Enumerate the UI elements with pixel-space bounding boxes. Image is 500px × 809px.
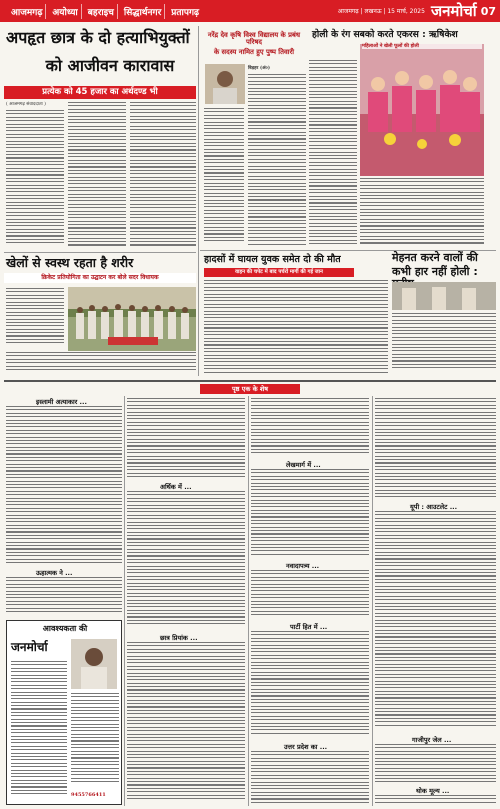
ad-body-right [71,693,119,789]
col1-title2: ऊहात्मक ने ... [36,569,73,577]
lead-headline-1: अपहृत छात्र के दो हत्याभियुक्तों [6,28,190,47]
col4-body-top [375,398,496,500]
col2-body2 [127,642,245,806]
col1-body [6,406,122,566]
column-rule [124,396,125,806]
edition-4[interactable]: सिद्धार्थनगर [121,4,165,19]
col3-body4 [251,751,369,806]
vc-headline-1: नरेंद्र देव कृषि विश्व विद्यालय के प्रबंध परिषद [207,31,301,47]
lead-deck: प्रत्येक को 45 हजार का अर्थदण्ड भी [4,86,196,99]
edition-5[interactable]: प्रतापगढ़ [171,7,200,18]
issue-date: आजमगढ़ | लखनऊ | 15 मार्च, 2025 [337,8,425,15]
continuation-band: पृष्ठ एक के शेष [200,384,300,394]
ad-man-photo [71,639,117,689]
col4-body3 [375,795,496,807]
ad-body [11,661,67,801]
col3-title2: नवादापत्र्य ... [286,562,320,570]
newspaper-brand: जनमोर्चा [430,2,477,20]
city-editions [0,4,202,19]
divider [4,252,196,253]
holi-actor-headline: होली के रंग सबको करते एकरस : ऋषिकेश [312,29,458,40]
edition-1[interactable]: आजमगढ़ [8,4,46,19]
col4-body [375,511,496,733]
column-rule [372,396,373,806]
subscription-ad[interactable] [6,620,122,805]
edition-2[interactable]: अयोध्या [49,4,81,19]
vc-body-col1 [248,74,306,249]
sports-subline: क्रिकेट प्रतियोगिता का उद्घाटन कर बोले सदर विधायक [4,273,196,283]
col3-body-top [251,398,369,458]
col3-title4: उत्तर प्रदेश का ... [284,743,328,751]
sports-body [6,288,64,348]
accident-deck: वाहन की चपेट में बाद पर्चरों मार्गी की गई जान [204,268,354,277]
holi-body-right [360,178,484,248]
lead-body-col3 [130,102,196,250]
sports-headline: खेलों से स्वस्थ रहता है शरीर [6,255,134,270]
col4-body2 [375,744,496,784]
col3-body3 [251,631,369,739]
col2-title2: छात्र प्रियांक ... [160,634,198,642]
column-rule [248,396,249,806]
holi-women-caption: महिलाओं ने खेली फूलों की होली [362,44,482,49]
col3-title: लेखमार्ग में ... [286,461,321,469]
holi-mahesh-photo [392,282,496,310]
holi-mahesh-headline-1: मेहनत करने वालों की [392,251,478,264]
ad-brand: जनमोर्चा [11,640,48,654]
holi-mahesh-body [392,313,496,375]
col2-title: अर्थिक में ... [160,483,192,491]
edition-3[interactable]: बहराइच [85,4,118,19]
col4-title3: थोक मूल्य ... [416,787,450,795]
col3-title3: पार्टी हित में ... [290,623,328,631]
vc-headline-2: के सदस्य नामित हुए पुष्प तिवारी [213,48,295,56]
lead-headline-2: को आजीवन कारावास [45,56,175,75]
accident-headline: हादसों में घायल युवक समेत दो की मौत [204,254,341,265]
divider [4,380,496,382]
lead-body-col2 [68,102,126,250]
vc-body-col0 [204,108,244,248]
holi-women-photo [360,44,484,176]
accident-body [204,280,388,378]
col3-body [251,469,369,559]
col4-title2: गाजीपुर जेल ... [412,736,452,744]
col1-title: इस्लामी अत्याकार ... [36,398,87,406]
ad-phone[interactable]: 9455766411 [71,792,106,798]
sports-body-lower [6,352,196,374]
lead-body-col1 [6,110,64,250]
vc-dateline: बिड़हर (अं०) [248,66,270,71]
col2-body-top [127,398,245,480]
ad-heading: आवश्यकता की [42,624,88,633]
page-number: 07 [480,4,496,18]
cricket-photo [68,287,196,351]
col4-title: यूपी : आउटलेट ... [410,503,458,511]
col1-body2 [6,577,122,617]
vc-body-col2 [309,60,357,248]
col3-body2 [251,570,369,620]
masthead [0,0,500,22]
col2-body [127,491,245,631]
lead-dateline: ( आजमगढ़ संवाददाता ) [6,102,46,107]
holi-mahesh-headline-2: कभी हार नहीं होली : [392,265,478,278]
vc-portrait [205,64,245,104]
column-rule [198,26,199,376]
